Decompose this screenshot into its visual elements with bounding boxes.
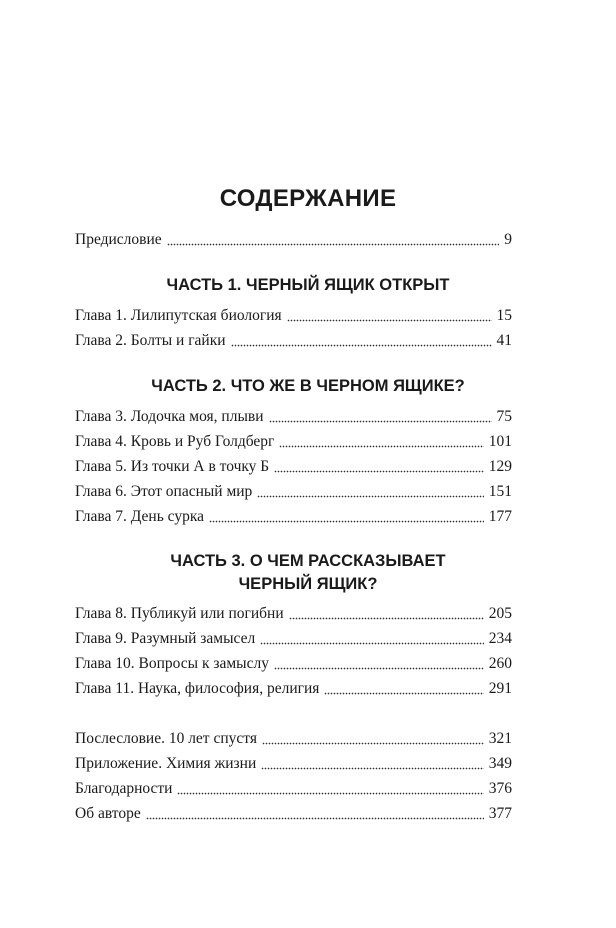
entry-label: Глава 8. Публикуй или погибни <box>75 605 284 622</box>
entry-label: Глава 3. Лодочка моя, плыви <box>75 408 264 425</box>
part-2-heading <box>0 375 616 398</box>
toc-entry-chapter-2[interactable] <box>75 331 512 351</box>
dot-leader <box>289 606 484 620</box>
entry-label: Глава 11. Наука, философия, религия <box>75 680 320 697</box>
part-3-heading <box>0 550 616 596</box>
entry-label: Глава 7. День сурка <box>75 508 205 525</box>
entry-page-number: 349 <box>488 755 512 772</box>
entry-label: Благодарности <box>75 780 173 797</box>
entry-label: Глава 6. Этот опасный мир <box>75 483 253 500</box>
entry-label: Глава 9. Разумный замысел <box>75 630 256 647</box>
dot-leader <box>269 409 492 423</box>
dot-leader <box>324 681 483 695</box>
part-title-line: ЧЕРНЫЙ ЯЩИК? <box>238 575 378 593</box>
part-title-line: ЧАСТЬ 3. О ЧЕМ РАССКАЗЫВАЕТ <box>170 552 446 570</box>
entry-page-number: 9 <box>504 231 512 248</box>
entry-label: Глава 5. Из точки А в точку Б <box>75 458 270 475</box>
toc-entry-appendix[interactable] <box>75 754 512 774</box>
dot-leader <box>287 308 492 322</box>
dot-leader <box>274 459 484 473</box>
entry-page-number: 260 <box>488 655 512 672</box>
toc-entry-preface[interactable] <box>75 230 512 250</box>
part-1-heading <box>0 274 616 297</box>
entry-page-number: 377 <box>488 805 512 822</box>
dot-leader <box>177 781 483 795</box>
entry-page-number: 15 <box>496 307 512 324</box>
toc-entry-chapter-4[interactable] <box>75 432 512 452</box>
dot-leader <box>260 631 484 645</box>
toc-entry-chapter-3[interactable] <box>75 407 512 427</box>
toc-entry-chapter-6[interactable] <box>75 482 512 502</box>
part-title-line: ЧАСТЬ 1. ЧЕРНЫЙ ЯЩИК ОТКРЫТ <box>166 276 450 294</box>
entry-page-number: 101 <box>488 433 512 450</box>
entry-page-number: 205 <box>488 605 512 622</box>
entry-page-number: 376 <box>488 780 512 797</box>
entry-label: Глава 2. Болты и гайки <box>75 332 226 349</box>
toc-entry-chapter-5[interactable] <box>75 457 512 477</box>
toc-entry-afterword[interactable] <box>75 729 512 749</box>
toc-entry-chapter-11[interactable] <box>75 679 512 699</box>
toc-entry-about-author[interactable] <box>75 804 512 824</box>
entry-label: Глава 1. Лилипутская биология <box>75 307 282 324</box>
toc-entry-acknowledgements[interactable] <box>75 779 512 799</box>
entry-page-number: 41 <box>496 332 512 349</box>
entry-label: Глава 10. Вопросы к замыслу <box>75 655 269 672</box>
entry-label: Приложение. Химия жизни <box>75 755 257 772</box>
toc-entry-chapter-8[interactable] <box>75 604 512 624</box>
dot-leader <box>146 806 484 820</box>
dot-leader <box>209 509 484 523</box>
entry-page-number: 321 <box>488 730 512 747</box>
contents-title: СОДЕРЖАНИЕ <box>219 185 397 213</box>
dot-leader <box>257 484 483 498</box>
toc-entry-chapter-1[interactable] <box>75 306 512 326</box>
dot-leader <box>274 656 484 670</box>
entry-page-number: 291 <box>488 680 512 697</box>
entry-page-number: 151 <box>488 483 512 500</box>
entry-page-number: 234 <box>488 630 512 647</box>
entry-page-number: 177 <box>488 508 512 525</box>
dot-leader <box>262 731 484 745</box>
toc-entry-chapter-10[interactable] <box>75 654 512 674</box>
entry-label: Глава 4. Кровь и Руб Голдберг <box>75 433 275 450</box>
part-title-line: ЧАСТЬ 2. ЧТО ЖЕ В ЧЕРНОМ ЯЩИКЕ? <box>151 377 465 395</box>
entry-label: Об авторе <box>75 805 141 822</box>
entry-page-number: 129 <box>488 458 512 475</box>
entry-page-number: 75 <box>496 408 512 425</box>
toc-entry-chapter-9[interactable] <box>75 629 512 649</box>
entry-label: Послесловие. 10 лет спустя <box>75 730 257 747</box>
dot-leader <box>231 333 492 347</box>
dot-leader <box>261 756 483 770</box>
dot-leader <box>167 232 500 246</box>
entry-label: Предисловие <box>75 231 162 248</box>
toc-entry-chapter-7[interactable] <box>75 507 512 527</box>
dot-leader <box>279 434 483 448</box>
